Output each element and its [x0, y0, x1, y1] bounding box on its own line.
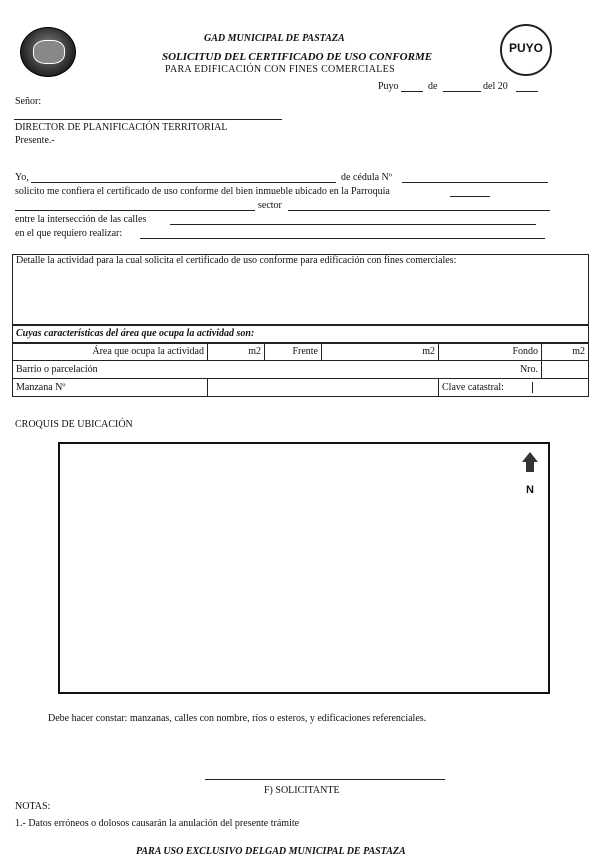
signature-label: F) SOLICITANTE [264, 785, 340, 796]
label-requiero: en el que requiero realizar: [15, 228, 123, 239]
parroquia-field[interactable] [450, 196, 490, 197]
croquis-sketch-area[interactable] [58, 442, 550, 694]
label-interseccion: entre la intersección de las calles [15, 214, 147, 225]
cell-manzana-value[interactable] [208, 379, 439, 397]
notes-item-1: 1.- Datos erróneos o dolosos causarán la anulación del presente trámite [15, 818, 300, 829]
year-field[interactable] [516, 91, 538, 92]
table-row [13, 361, 589, 379]
activity-prompt: Detalle la actividad para la cual solicita el certificado de uso conforme para edificación con fines comerciales: [16, 255, 457, 266]
cell-clave-label: Clave catastral: [439, 382, 533, 393]
croquis-title: CROQUIS DE UBICACIÓN [15, 419, 133, 430]
characteristics-label: Cuyas características del área que ocupa la actividad son: [16, 328, 255, 339]
label-solicito: solicito me confiera el certificado de uso conforme del bien inmueble ubicado en la Parroquia [15, 186, 390, 197]
cell-barrio-label: Barrio o parcelación [13, 361, 439, 379]
footer-text: PARA USO EXCLUSIVO DELGAD MUNICIPAL DE PASTAZA [136, 846, 406, 857]
croquis-instruction: Debe hacer constar: manzanas, calles con nombre, ríos o esteros, y edificaciones referenciales. [48, 713, 427, 724]
day-field[interactable] [401, 91, 423, 92]
month-field[interactable] [443, 91, 481, 92]
notes-title: NOTAS: [15, 801, 51, 812]
cell-frente-label: Frente [265, 343, 322, 361]
place-del: del 20 [483, 81, 508, 92]
form-title: SOLICITUD DEL CERTIFICADO DE USO CONFORME [162, 51, 433, 63]
cell-area-unit[interactable]: m2 [208, 343, 265, 361]
org-name: GAD MUNICIPAL DE PASTAZA [204, 33, 345, 44]
calles-field[interactable] [170, 224, 536, 225]
recipient-line [14, 119, 282, 120]
cell-nro-label: Nro. [439, 361, 542, 379]
puyo-logo [500, 24, 552, 76]
cell-fondo-label: Fondo [439, 343, 542, 361]
presente: Presente.- [15, 135, 55, 146]
municipal-seal-logo [20, 27, 76, 77]
cell-nro-value[interactable] [542, 361, 589, 379]
puyo-logo-text: PUYO [509, 41, 544, 55]
cell-fondo-unit[interactable]: m2 [542, 343, 589, 361]
parroquia-field-cont[interactable] [15, 210, 255, 211]
sector-field[interactable] [288, 210, 550, 211]
north-arrow-stem [526, 462, 534, 472]
actividad-field[interactable] [140, 238, 545, 239]
cell-clave-wrapper [439, 379, 589, 397]
cell-frente-unit[interactable]: m2 [322, 343, 439, 361]
signature-line[interactable] [205, 779, 445, 780]
label-yo: Yo, [15, 172, 29, 183]
recipient-director: DIRECTOR DE PLANIFICACIÓN TERRITORIAL [15, 122, 228, 133]
salutation-senor: Señor: [15, 96, 42, 107]
characteristics-table [12, 342, 589, 397]
cell-area-label: Área que ocupa la actividad [13, 343, 208, 361]
name-field[interactable] [31, 182, 336, 183]
cell-manzana-label: Manzana Nº [13, 379, 208, 397]
table-row [13, 379, 589, 397]
form-subtitle: PARA EDIFICACIÓN CON FINES COMERCIALES [165, 64, 395, 75]
place-puyo: Puyo [378, 81, 399, 92]
label-cedula: de cédula Nº [341, 172, 392, 183]
north-label: N [526, 484, 534, 496]
place-de: de [428, 81, 438, 92]
cedula-field[interactable] [402, 182, 548, 183]
label-sector: sector [258, 200, 282, 211]
north-arrow-icon [522, 452, 538, 462]
table-row [13, 343, 589, 361]
